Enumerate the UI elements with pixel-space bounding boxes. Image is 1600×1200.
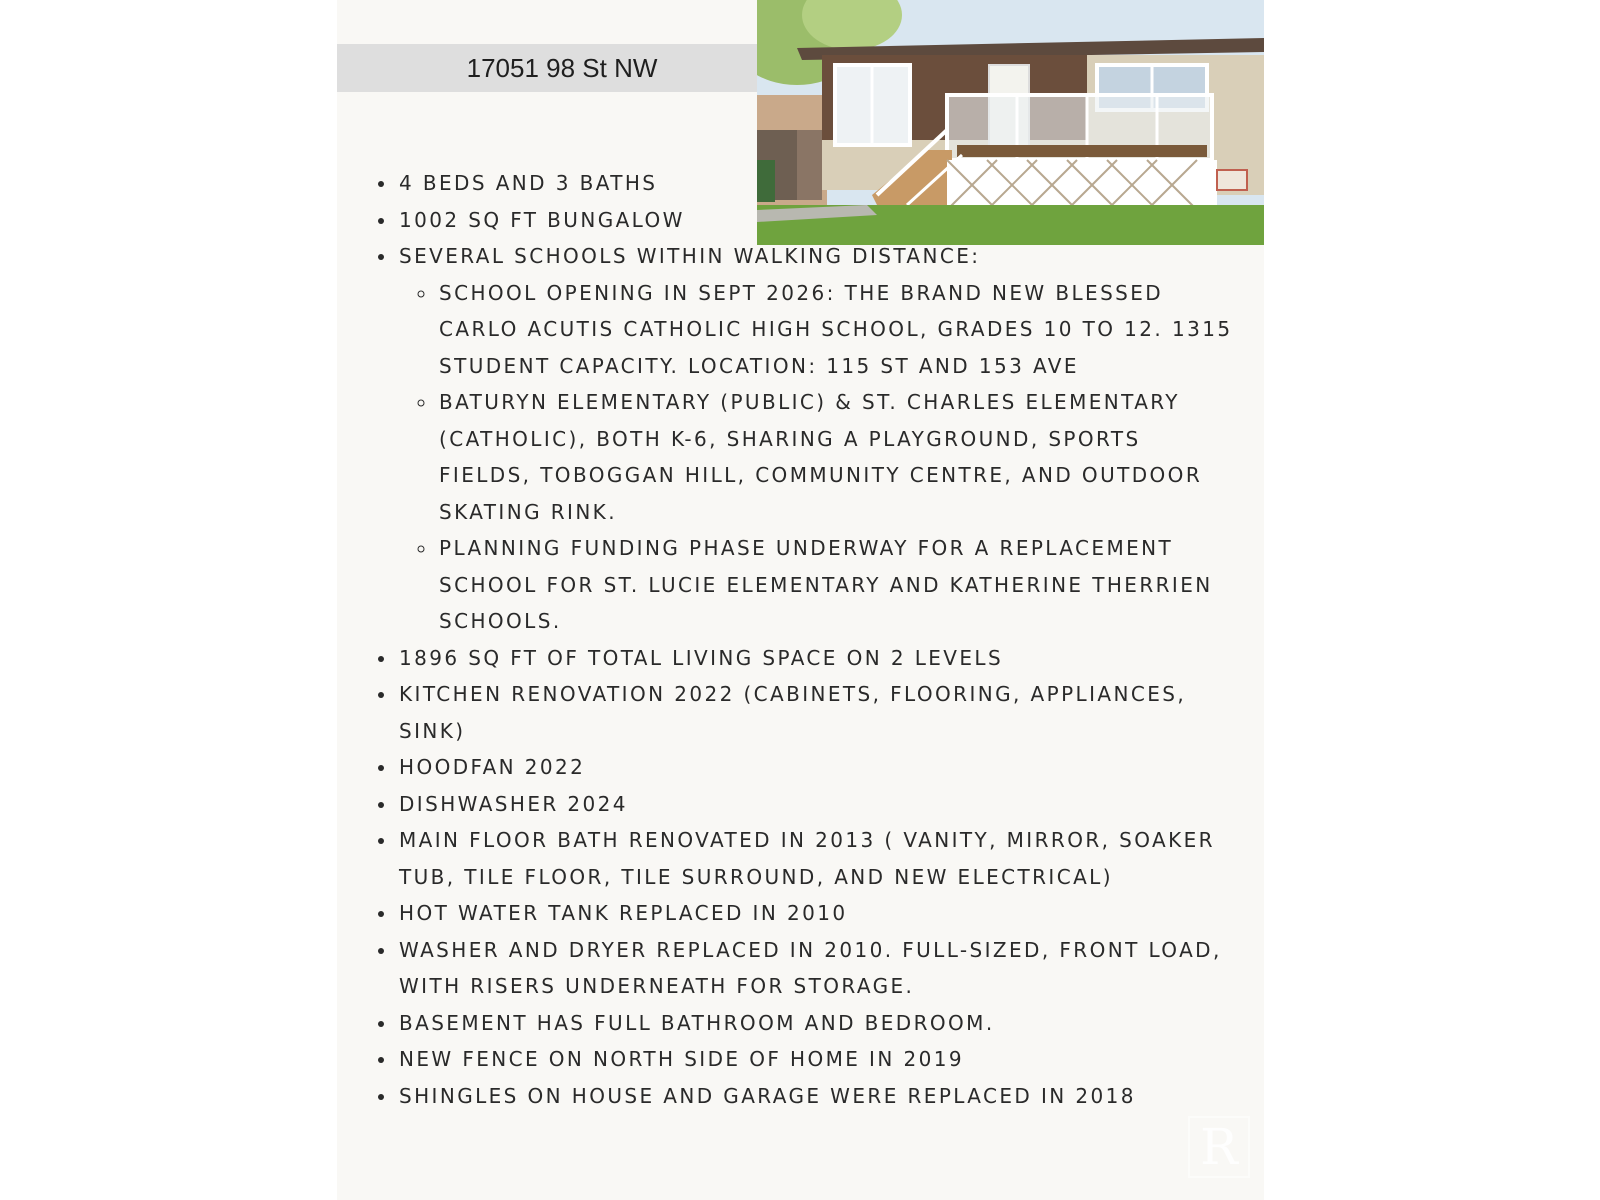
address-banner — [337, 44, 757, 92]
school-item: ◦ BATURYN ELEMENTARY (PUBLIC) & ST. CHARLES ELEMENTARY (CATHOLIC), BOTH K-6, SHARING A PLAYGROUND, SPORTS FIELDS, TOBOGGAN HILL, COMMUNITY CENTRE, AND OUTDOOR SKATING RINK. — [437, 384, 1237, 530]
feature-item: • KITCHEN RENOVATION 2022 (CABINETS, FLOORING, APPLIANCES, SINK) — [397, 676, 1237, 749]
feature-item: • 1896 SQ FT OF TOTAL LIVING SPACE ON 2 LEVELS — [397, 640, 1237, 677]
feature-item-label: SEVERAL SCHOOLS WITHIN WALKING DISTANCE: — [399, 244, 981, 268]
feature-item: • 1002 SQ FT BUNGALOW — [397, 202, 1237, 239]
address-title: 17051 98 St NW — [466, 52, 658, 83]
feature-item: • WASHER AND DRYER REPLACED IN 2010. FULL-SIZED, FRONT LOAD, WITH RISERS UNDERNEATH FOR STORAGE. — [397, 932, 1237, 1005]
feature-item: • DISHWASHER 2024 — [397, 786, 1237, 823]
feature-item: • 4 BEDS AND 3 BATHS — [397, 165, 1237, 202]
feature-item: • SHINGLES ON HOUSE AND GARAGE WERE REPLACED IN 2018 — [397, 1078, 1237, 1115]
feature-item: • MAIN FLOOR BATH RENOVATED IN 2013 ( VANITY, MIRROR, SOAKER TUB, TILE FLOOR, TILE SURROUND, AND NEW ELECTRICAL) — [397, 822, 1237, 895]
school-item: ◦ PLANNING FUNDING PHASE UNDERWAY FOR A REPLACEMENT SCHOOL FOR ST. LUCIE ELEMENTARY AND KATHERINE THERRIEN SCHOOLS. — [437, 530, 1237, 640]
feature-item: • HOT WATER TANK REPLACED IN 2010 — [397, 895, 1237, 932]
realtor-logo-icon: R — [1188, 1116, 1250, 1178]
feature-item: • BASEMENT HAS FULL BATHROOM AND BEDROOM. — [397, 1005, 1237, 1042]
feature-item: • HOODFAN 2022 — [397, 749, 1237, 786]
feature-item — [397, 238, 1237, 640]
schools-sublist — [399, 275, 1237, 640]
school-item: ◦ SCHOOL OPENING IN SEPT 2026: THE BRAND NEW BLESSED CARLO ACUTIS CATHOLIC HIGH SCHOOL, GRADES 10 TO 12. 1315 STUDENT CAPACITY. LOCATION: 115 ST AND 153 AVE — [437, 275, 1237, 385]
features-list — [377, 165, 1237, 1114]
feature-item: • NEW FENCE ON NORTH SIDE OF HOME IN 2019 — [397, 1041, 1237, 1078]
listing-page — [337, 0, 1264, 1200]
